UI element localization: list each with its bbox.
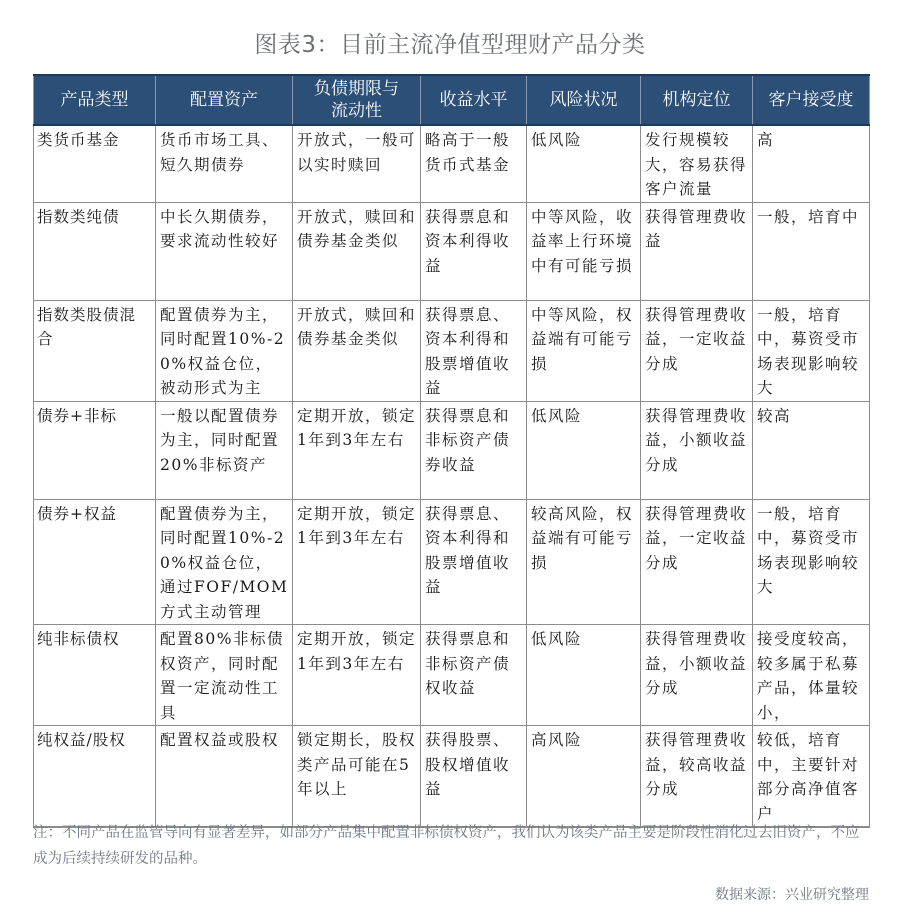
table-row: [34, 499, 870, 625]
cell-return-level: 获得票息和非标资产债权收益: [421, 625, 527, 726]
cell-return-level: 获得股票、股权增值收益: [421, 726, 527, 828]
cell-risk-status: 高风险: [527, 726, 641, 828]
cell-return-level: 获得票息、资本利得和股票增值收益: [421, 300, 527, 401]
cell-institution-positioning: 获得管理费收益，较高收益分成: [641, 726, 753, 828]
cell-product-type: 指数类股债混合: [34, 300, 156, 401]
cell-product-type: 债券+权益: [34, 499, 156, 625]
cell-liability-term: 定期开放，锁定1年到3年左右: [293, 401, 421, 499]
header-customer-acceptance: 客户接受度: [753, 75, 870, 125]
table-row: [34, 401, 870, 499]
cell-liability-term: 开放式，赎回和债券基金类似: [293, 300, 421, 401]
cell-institution-positioning: 获得管理费收益，一定收益分成: [641, 499, 753, 625]
cell-liability-term: 开放式，赎回和债券基金类似: [293, 202, 421, 300]
cell-institution-positioning: 获得管理费收益，小额收益分成: [641, 625, 753, 726]
cell-allocated-assets: 中长久期债券，要求流动性较好: [156, 202, 293, 300]
cell-institution-positioning: 获得管理费收益: [641, 202, 753, 300]
cell-product-type: 类货币基金: [34, 125, 156, 202]
cell-customer-acceptance: 较高: [753, 401, 870, 499]
cell-return-level: 获得票息和资本利得收益: [421, 202, 527, 300]
cell-institution-positioning: 获得管理费收益，小额收益分成: [641, 401, 753, 499]
cell-liability-term: 开放式，一般可以实时赎回: [293, 125, 421, 202]
cell-product-type: 纯权益/股权: [34, 726, 156, 828]
header-product-type: 产品类型: [34, 75, 156, 125]
cell-allocated-assets: 配置80%非标债权资产，同时配置一定流动性工具: [156, 625, 293, 726]
cell-product-type: 指数类纯债: [34, 202, 156, 300]
footnote: 注：不同产品在监管导向有显著差异，如部分产品集中配置非标债权资产，我们认为该类产品主要是阶段性消化过去旧资产，不应成为后续持续研发的品种。: [33, 825, 860, 867]
cell-risk-status: 中等风险，收益率上行环境中有可能亏损: [527, 202, 641, 300]
cell-customer-acceptance: 较低，培育中，主要针对部分高净值客户: [753, 726, 870, 828]
figure-title: 图表3：目前主流净值型理财产品分类: [254, 32, 646, 58]
header-liability-term-liquidity: [293, 75, 421, 125]
header-institution-positioning: 机构定位: [641, 75, 753, 125]
table-row: [34, 726, 870, 828]
header-risk-status: 风险状况: [527, 75, 641, 125]
cell-institution-positioning: 获得管理费收益，一定收益分成: [641, 300, 753, 401]
cell-customer-acceptance: 一般，培育中: [753, 202, 870, 300]
product-classification-table: [33, 74, 870, 828]
cell-allocated-assets: 配置债券为主，同时配置10%-20%权益仓位，通过FOF/MOM方式主动管理: [156, 499, 293, 625]
header-return-level: 收益水平: [421, 75, 527, 125]
table-row: [34, 300, 870, 401]
cell-customer-acceptance: 高: [753, 125, 870, 202]
cell-product-type: 纯非标债权: [34, 625, 156, 726]
cell-risk-status: 低风险: [527, 625, 641, 726]
header-allocated-assets: 配置资产: [156, 75, 293, 125]
cell-customer-acceptance: 一般，培育中，募资受市场表现影响较大: [753, 499, 870, 625]
cell-customer-acceptance: 一般，培育中，募资受市场表现影响较大: [753, 300, 870, 401]
table-row: [34, 625, 870, 726]
cell-liability-term: 锁定期长，股权类产品可能在5年以上: [293, 726, 421, 828]
cell-product-type: 债券+非标: [34, 401, 156, 499]
cell-risk-status: 中等风险，权益端有可能亏损: [527, 300, 641, 401]
table-row: [34, 202, 870, 300]
header-line-1: 负债期限与: [314, 79, 399, 99]
cell-risk-status: 较高风险，权益端有可能亏损: [527, 499, 641, 625]
cell-liability-term: 定期开放，锁定1年到3年左右: [293, 625, 421, 726]
cell-customer-acceptance: 接受度较高，较多属于私募产品，体量较小，: [753, 625, 870, 726]
table-header-row: [34, 75, 870, 125]
cell-risk-status: 低风险: [527, 401, 641, 499]
table-row: [34, 125, 870, 202]
header-line-2: 流动性: [331, 101, 382, 121]
cell-allocated-assets: 配置权益或股权: [156, 726, 293, 828]
cell-liability-term: 定期开放，锁定1年到3年左右: [293, 499, 421, 625]
cell-return-level: 略高于一般货币式基金: [421, 125, 527, 202]
cell-allocated-assets: 配置债券为主，同时配置10%-20%权益仓位，被动形式为主: [156, 300, 293, 401]
data-source: 数据来源：兴业研究整理: [715, 887, 869, 903]
cell-risk-status: 低风险: [527, 125, 641, 202]
cell-return-level: 获得票息、资本利得和股票增值收益: [421, 499, 527, 625]
cell-allocated-assets: 货币市场工具、短久期债券: [156, 125, 293, 202]
cell-allocated-assets: 一般以配置债券为主，同时配置20%非标资产: [156, 401, 293, 499]
cell-institution-positioning: 发行规模较大，容易获得客户流量: [641, 125, 753, 202]
cell-return-level: 获得票息和非标资产债券收益: [421, 401, 527, 499]
